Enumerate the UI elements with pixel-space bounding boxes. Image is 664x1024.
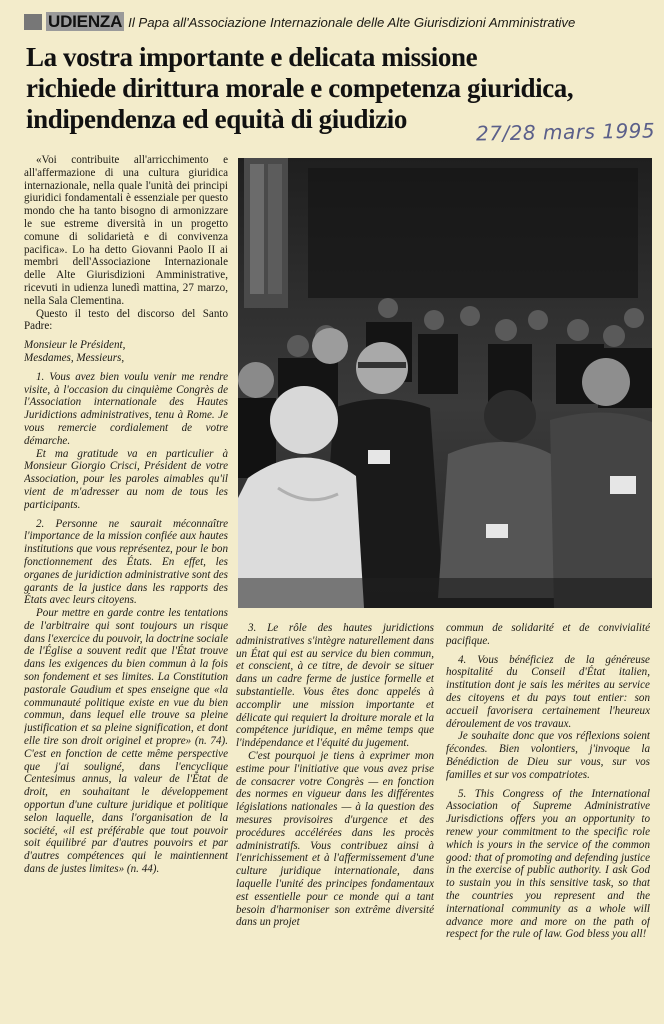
speech-paragraph-2: 2. Personne ne saurait méconnaître l'importance de la mission confiée aux hautes institutions que vous représentez, pour le bon fonctionnement des États. En effet, les organes de juridiction administrative sont des garants de la justice dans les rapports des États avec leurs citoyens.	[24, 517, 228, 607]
speech-paragraph-5: 5. This Congress of the International Association of Supreme Administrative Jurisdictions offers you an opportunity to renew your commitment to the specific role which is yours in the service of the common good: that of promoting and defending justice in the exercise of public authority. I ask God to sustain you in this sensitive task, so that the countries you represent and the international community as a whole will advance more and more on the path of respect for the rule of law. God bless you all!	[446, 787, 650, 941]
audience-photo-illustration	[238, 158, 652, 608]
speech-paragraph-4b: Je souhaite donc que vos réflexions soient fécondes. Bien volontiers, j'invoque la Bénédiction de Dieu sur vous, sur vos familles et sur vos compatriotes.	[446, 730, 650, 781]
audience-photo	[238, 158, 652, 608]
rubric-subtitle: Il Papa all'Associazione Internazionale delle Alte Giurisdizioni Amministrative	[128, 14, 576, 30]
text-column-3	[446, 622, 650, 1006]
section-header	[24, 12, 652, 34]
headline-line-1: La vostra importante e delicata missione	[26, 42, 478, 72]
intro-paragraph-2: Questo il testo del discorso del Santo Padre:	[24, 307, 228, 333]
speech-paragraph-3: 3. Le rôle des hautes juridictions administratives s'intègre naturellement dans un État qui est au service du bien commun, et conscient, à ce titre, de devoir se situer dans un cadre ferme de justice formelle et substantielle. Vous êtes donc appelés à accomplir une mission importante et délicate qui requiert la droiture morale et la compétence juridique, en même temps que l'indépendance et l'équité du jugement.	[236, 622, 434, 750]
handwritten-date-annotation: 27/28 mars 1995	[475, 118, 656, 146]
speech-paragraph-3c: commun de solidarité et de convivialité pacifique.	[446, 622, 650, 647]
text-column-1	[24, 154, 228, 1006]
headline-line-2: richiede dirittura morale e competenza giuridica,	[26, 73, 574, 103]
speech-paragraph-4: 4. Vous bénéficiez de la généreuse hospitalité du Conseil d'État italien, institution dont je sais les mérites au service des citoyens et du pays tout entier: son accueil favorisera certainement l'heureux déroulement de vos travaux.	[446, 653, 650, 730]
rubric-marker	[24, 14, 42, 30]
text-column-2	[236, 622, 434, 1006]
salutation-line-1: Monsieur le Président,	[24, 339, 126, 352]
salutation-line-2: Mesdames, Messieurs,	[24, 351, 125, 364]
rubric-label: UDIENZA	[48, 12, 123, 31]
speech-paragraph-2b: Pour mettre en garde contre les tentations de l'arbitraire qui sont toujours un risque dans l'exercice du pouvoir, la doctrine sociale de l'Église a souvent redit que l'État trouve dans les exigences du bien commun à la fois son fondement et ses limites. La Constitution pastorale Gaudium et spes enseigne que «la communauté politique existe en vue du bien commun, dans lequel elle trouve sa pleine justification et sa pleine signification, et dont elle tire son droit originel et propre» (n. 74). C'est en fonction de cette même perspective que j'ai souligné, dans l'encyclique Centesimus annus, la valeur de l'État de droit, en souhaitant le développement opportun d'une culture juridique et politique selon laquelle, dans l'organisation de la société, «il est préférable que tout pouvoir soit équilibré par d'autres pouvoirs et par d'autres compétences qui le maintiennent dans de justes limites» (n. 44).	[24, 607, 228, 876]
headline-line-3: indipendenza ed equità di giudizio	[26, 104, 407, 134]
speech-paragraph-1b: Et ma gratitude va en particulier à Monsieur Giorgio Crisci, Président de votre Association, pour les paroles aimables qu'il vient de m'adresser au nom de tous les participants.	[24, 447, 228, 511]
intro-paragraph: «Voi contribuite all'arricchimento e all'affermazione di una cultura giuridica internazionale, nella quale l'unità dei principi giuridici fondamentali è essenziale per questo mondo che ha tanto bisogno di armonizzare le sue estreme diversità in un progetto comune di solidarietà e di convivenza pacifica». Lo ha detto Giovanni Paolo II ai membri dell'Associazione Internazionale delle Alte Giurisdizioni Amministrative, ricevuti in udienza lunedì mattina, 27 marzo, nella Sala Clementina.	[24, 154, 228, 307]
speech-paragraph-1: 1. Vous avez bien voulu venir me rendre visite, à l'occasion du cinquième Congrès de l'Association internationale des Hautes Juridictions administratives, tenu à Rome. Je vous remercie cordialement de votre démarche.	[24, 370, 228, 447]
speech-paragraph-3b: C'est pourquoi je tiens à exprimer mon estime pour l'initiative que vous avez prise de consacrer votre Congrès — en fonction des normes en vigueur dans les différentes législations nationales — à la question des mesures provisoires d'urgence et des procédures accélérées dans les procès administratifs. Vous contribuez ainsi à l'enrichissement et à l'affermissement d'une culture juridique internationale, dans laquelle l'unité des principes fondamentaux est essentielle pour ce monde qui a tant besoin d'harmoniser son extrême diversité dans un projet	[236, 749, 434, 929]
